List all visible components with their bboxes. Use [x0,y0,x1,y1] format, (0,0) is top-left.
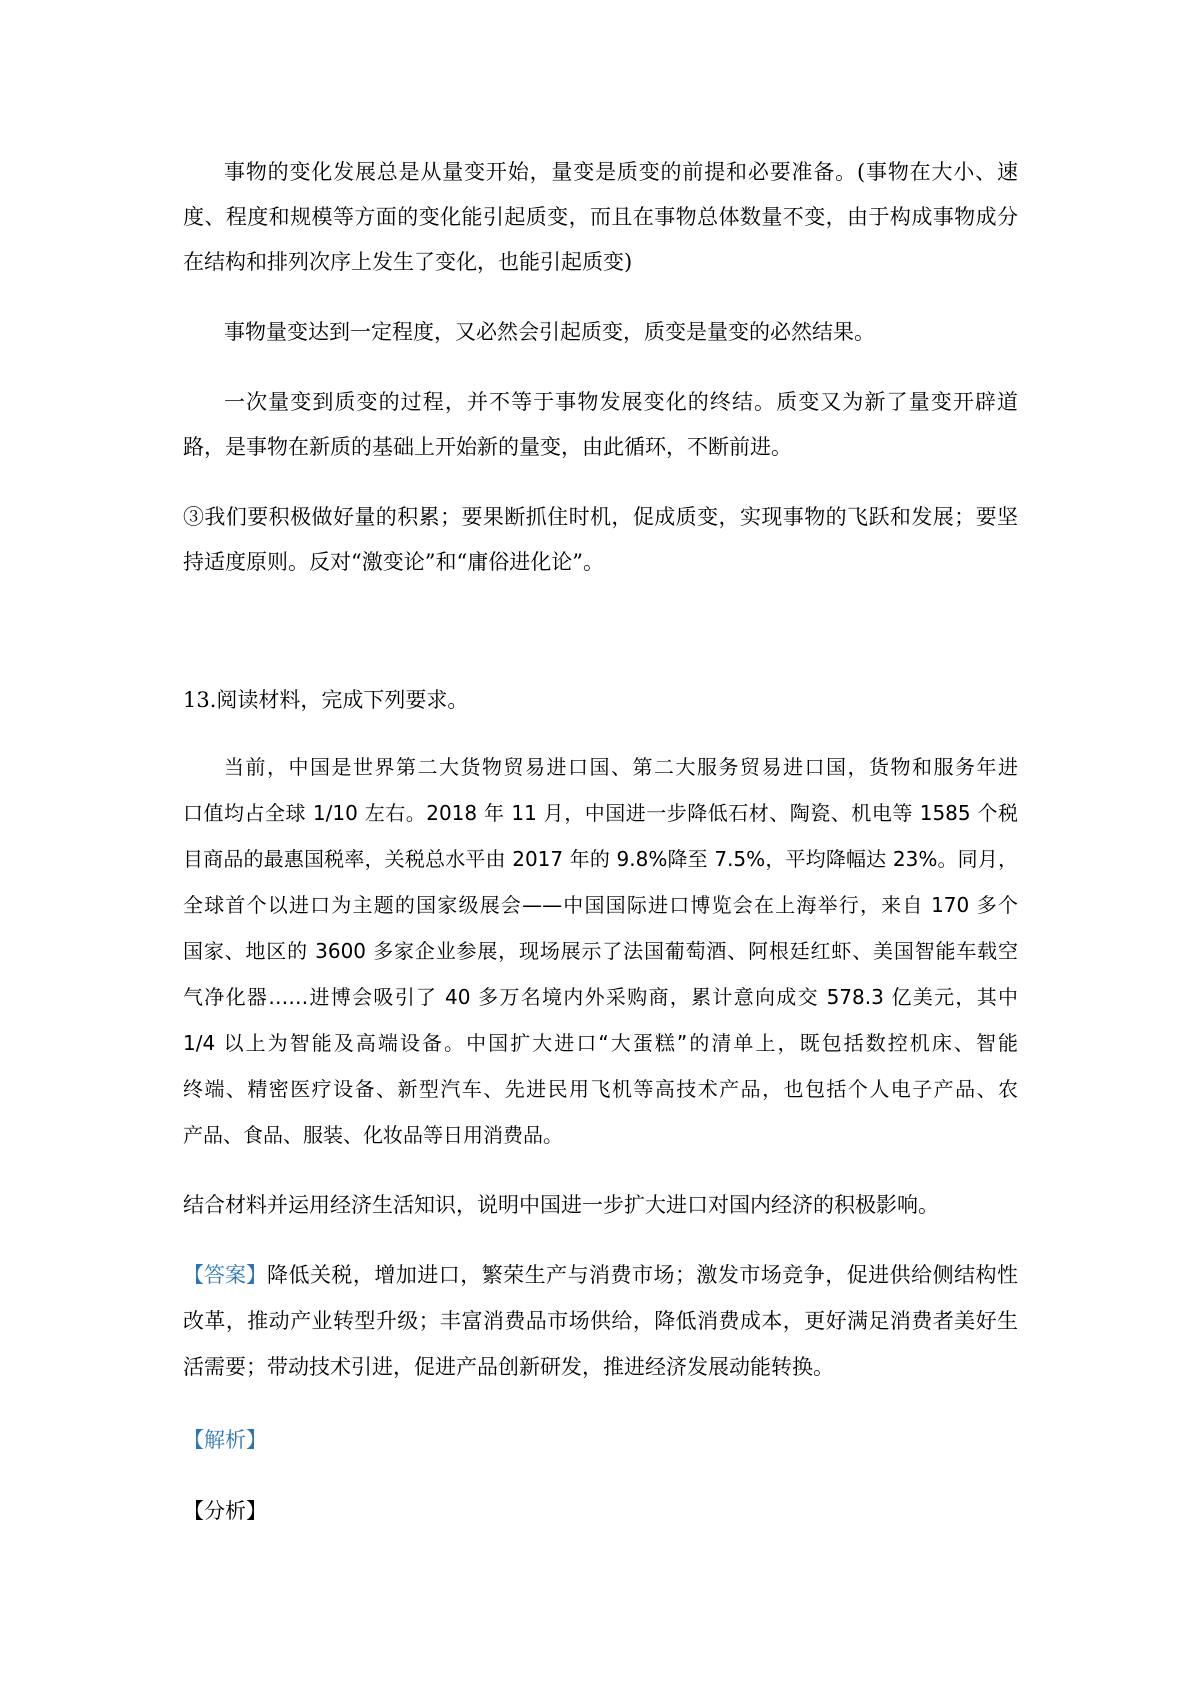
answer-tag: 【答案】 [183,1263,267,1287]
theory-para1-line: 度、程度和规模等方面的变化能引起质变，而且在事物总体数量不变，由于构成事物成分 [183,205,1018,229]
answer-line-first [183,1260,1018,1290]
answer-line: 改革，推动产业转型升级；丰富消费品市场供给，降低消费成本，更好满足消费者美好生 [183,1309,1018,1333]
answer-line: 降低关税，增加进口，繁荣生产与消费市场；激发市场竞争，促进供给侧结构性 [267,1263,1018,1287]
theory-para3-line: 路，是事物在新质的基础上开始新的量变，由此循环，不断前进。 [183,435,792,459]
material-line: 终端、精密医疗设备、新型汽车、先进民用飞机等高技术产品，也包括个人电子产品、农 [183,1077,1018,1101]
material-line: 当前，中国是世界第二大货物贸易进口国、第二大服务贸易进口国，货物和服务年进 [224,755,1018,779]
question-title: 13.阅读材料，完成下列要求。 [183,688,469,712]
theory-para1-line: 在结构和排列次序上发生了变化，也能引起质变) [183,250,633,274]
question-prompt: 结合材料并运用经济生活知识，说明中国进一步扩大进口对国内经济的积极影响。 [183,1193,939,1217]
theory-para1-line: 事物的变化发展总是从量变开始，量变是质变的前提和必要准备。(事物在大小、速 [224,160,1018,184]
material-line: 气净化器……进博会吸引了 40 多万名境内外采购商，累计意向成交 578.3 亿美元，其中 [183,985,1018,1009]
material-line: 口值均占全球 1/10 左右。2018 年 11 月，中国进一步降低石材、陶瓷、机电等 1585 个税 [183,801,1018,825]
analysis-tag: 【解析】 [183,1428,267,1452]
material-line: 1/4 以上为智能及高端设备。中国扩大进口“大蛋糕”的清单上，既包括数控机床、智能 [183,1031,1018,1055]
material-line: 全球首个以进口为主题的国家级展会——中国国际进口博览会在上海举行，来自 170 多个 [183,893,1018,917]
material-line: 国家、地区的 3600 多家企业参展，现场展示了法国葡萄酒、阿根廷红虾、美国智能车载空 [183,939,1018,963]
fenxi-tag: 【分析】 [183,1499,267,1523]
material-line: 目商品的最惠国税率，关税总水平由 2017 年的 9.8%降至 7.5%，平均降幅达 23%。同月， [183,847,1018,871]
material-line: 产品、食品、服装、化妆品等日用消费品。 [183,1123,563,1147]
theory-para3-line: 一次量变到质变的过程，并不等于事物发展变化的终结。质变又为新了量变开辟道 [224,390,1018,414]
theory-para2-line: 事物量变达到一定程度，又必然会引起质变，质变是量变的必然结果。 [224,320,875,344]
theory-para4-line: 持适度原则。反对“激变论”和“庸俗进化论”。 [183,550,604,574]
answer-line: 活需要；带动技术引进，促进产品创新研发，推进经济发展动能转换。 [183,1355,834,1379]
theory-para4-line: ③我们要积极做好量的积累；要果断抓住时机，促成质变，实现事物的飞跃和发展；要坚 [183,505,1018,529]
